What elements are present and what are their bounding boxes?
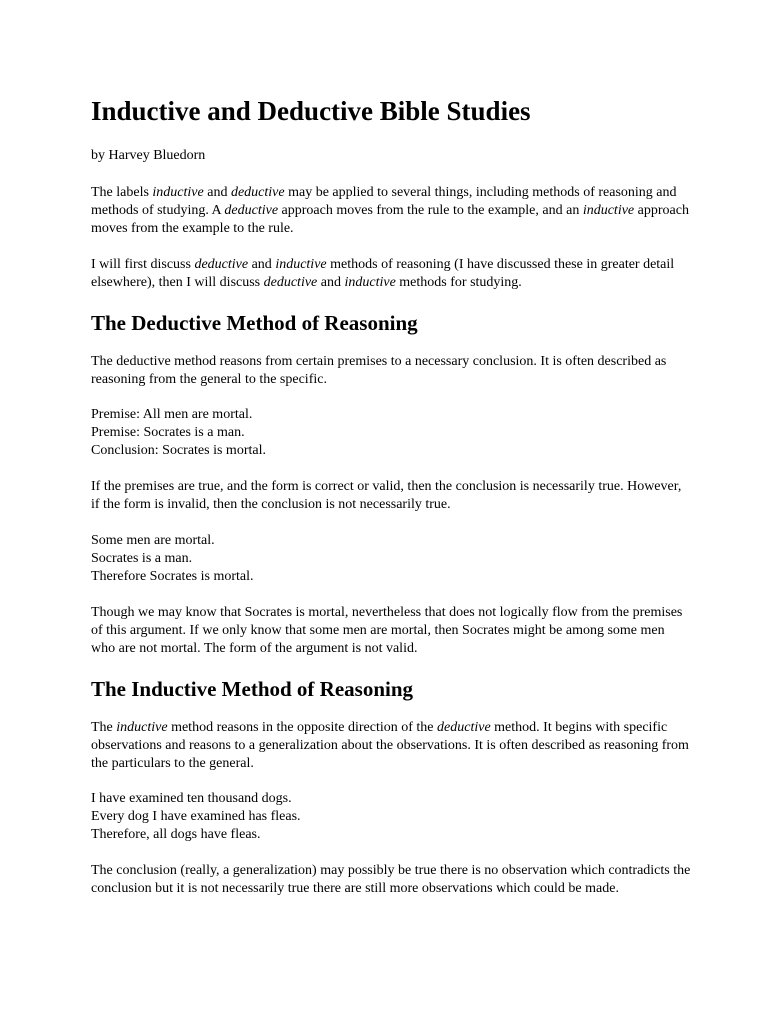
text-run: method. It begins with specific observations and reasons to a generalization about the observations. It is often described as reasoning from the particulars to the general. xyxy=(91,720,689,771)
italic-term: inductive xyxy=(275,257,327,272)
section-heading-inductive: The Inductive Method of Reasoning xyxy=(91,677,414,701)
text-run: The labels xyxy=(91,185,153,200)
italic-term: deductive xyxy=(224,203,279,218)
italic-term: deductive xyxy=(194,257,249,272)
syllogism-1 xyxy=(91,406,691,460)
text-run: approach moves from the rule to the example, and an xyxy=(278,203,583,218)
text-run: methods for studying. xyxy=(395,275,522,290)
inductive-paragraph-1 xyxy=(91,719,691,773)
text-run: and xyxy=(248,257,276,272)
text-run: The xyxy=(91,720,117,735)
italic-term: deductive xyxy=(230,185,285,200)
syllogism-line: Therefore Socrates is mortal. xyxy=(91,569,254,584)
byline: by Harvey Bluedorn xyxy=(91,148,206,163)
example-line: I have examined ten thousand dogs. xyxy=(91,791,292,806)
syllogism-line: Conclusion: Socrates is mortal. xyxy=(91,443,266,458)
page-title: Inductive and Deductive Bible Studies xyxy=(91,96,531,126)
example-line: Therefore, all dogs have fleas. xyxy=(91,827,261,842)
inductive-paragraph-2: The conclusion (really, a generalization) may possibly be true there is no observation which contradicts the conclusion but it is not necessarily true there are still more observations which could be made. xyxy=(91,863,691,896)
section-heading-deductive: The Deductive Method of Reasoning xyxy=(91,311,418,335)
deductive-paragraph-3: Though we may know that Socrates is mortal, nevertheless that does not logically flow from the premises of this argument. If we only know that some men are mortal, then Socrates might be among some men who are not mortal. The form of the argument is not valid. xyxy=(91,605,683,656)
italic-term: inductive xyxy=(116,720,168,735)
intro-paragraph-2 xyxy=(91,256,691,292)
deductive-paragraph-1: The deductive method reasons from certain premises to a necessary conclusion. It is often described as reasoning from the general to the specific. xyxy=(91,354,667,387)
deductive-paragraph-2: If the premises are true, and the form is correct or valid, then the conclusion is necessarily true. However, if the form is invalid, then the conclusion is not necessarily true. xyxy=(91,479,682,512)
text-run: and xyxy=(203,185,231,200)
text-run: method reasons in the opposite direction of the xyxy=(167,720,438,735)
italic-term: inductive xyxy=(152,185,204,200)
italic-term: inductive xyxy=(582,203,635,218)
text-run: approach moves from the example to the rule. xyxy=(91,203,689,236)
document-body xyxy=(91,94,691,898)
intro-paragraph-1 xyxy=(91,184,691,238)
inductive-example xyxy=(91,790,691,844)
text-run: I will first discuss xyxy=(91,257,195,272)
text-run: methods of reasoning (I have discussed these in greater detail elsewhere), then I will discuss xyxy=(91,257,675,290)
example-line: Every dog I have examined has fleas. xyxy=(91,809,301,824)
syllogism-line: Premise: All men are mortal. xyxy=(91,407,253,422)
syllogism-2 xyxy=(91,532,691,586)
text-run: may be applied to several things, including methods of reasoning and methods of studying. A xyxy=(91,185,677,218)
italic-term: inductive xyxy=(344,275,396,290)
syllogism-line: Some men are mortal. xyxy=(91,533,215,548)
italic-term: deductive xyxy=(263,275,318,290)
text-run: and xyxy=(317,275,345,290)
syllogism-line: Premise: Socrates is a man. xyxy=(91,425,245,440)
syllogism-line: Socrates is a man. xyxy=(91,551,193,566)
italic-term: deductive xyxy=(437,720,491,735)
